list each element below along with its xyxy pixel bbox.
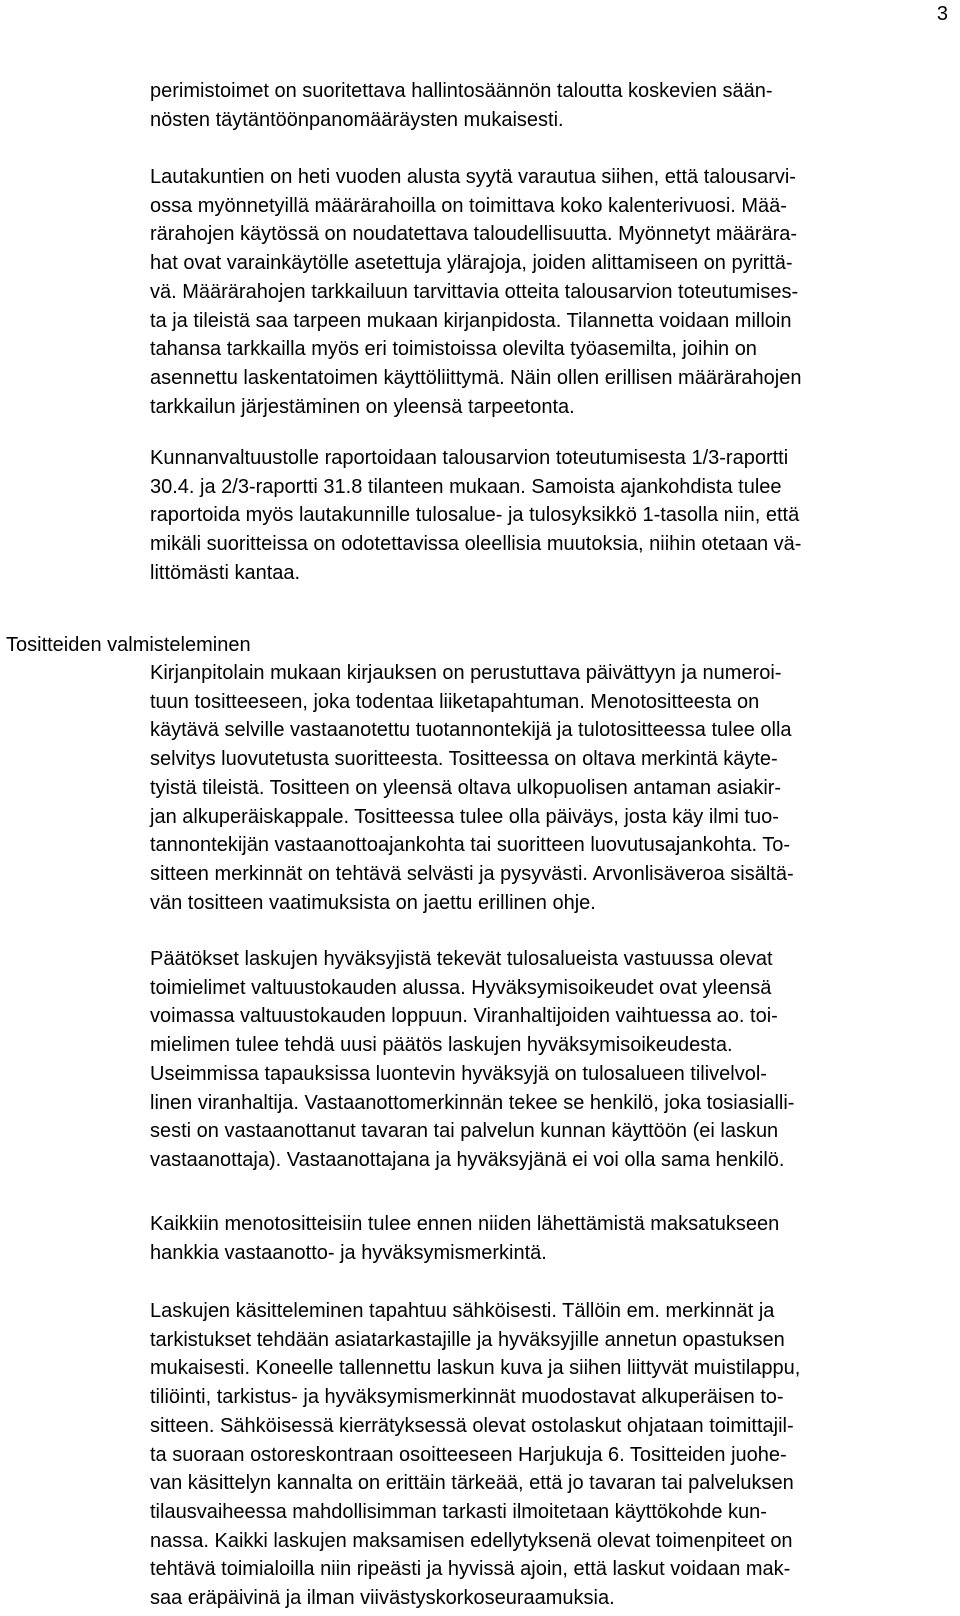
text-line: 30.4. ja 2/3-raportti 31.8 tilanteen mukaan. Samoista ajankohdista tulee <box>150 475 782 498</box>
text-line: sesti on vastaanottanut tavaran tai palvelun kunnan käyttöön (ei laskun <box>150 1120 779 1143</box>
text-line: saa eräpäivinä ja ilman viivästyskorkoseuraamuksia. <box>150 1587 615 1610</box>
text-line: tarkkailun järjestäminen on yleensä tarpeetonta. <box>150 395 575 418</box>
page-number: 3 <box>936 3 948 25</box>
text-line: jan alkuperäiskappale. Tositteessa tulee olla päiväys, josta käy ilmi tuo- <box>150 805 779 828</box>
text-line: tahansa tarkkailla myös eri toimistoissa olevilta työasemilta, joihin on <box>150 338 757 361</box>
text-line: tarkistukset tehdään asiatarkastajille ja hyväksyjille annetun opastuksen <box>150 1328 785 1351</box>
text-line: tyistä tileistä. Tositteen on yleensä oltava ulkopuolisen antaman asiakir- <box>150 776 782 799</box>
text-line: linen viranhaltija. Vastaanottomerkinnän tekee se henkilö, joka tosiasialli- <box>150 1091 795 1114</box>
text-line: nösten täytäntöönpanomääräysten mukaisesti. <box>150 108 564 131</box>
text-line: toimielimet valtuustokauden alussa. Hyväksymisoikeudet ovat yleensä <box>150 976 772 999</box>
text-line: Useimmissa tapauksissa luontevin hyväksyjä on tulosalueen tilivelvol- <box>150 1062 767 1085</box>
text-line: Kunnanvaltuustolle raportoidaan talousarvion toteutumisesta 1/3-raportti <box>150 447 789 469</box>
text-line: vä. Määrärahojen tarkkailuun tarvittavia otteita talousarvion toteutumises- <box>150 280 799 303</box>
text-line: rärahojen käytössä on noudatettava taloudellisuutta. Myönnetyt määrära- <box>150 223 798 246</box>
text-line: voimassa valtuustokauden loppuun. Viranhaltijoiden vaihtuessa ao. toi- <box>150 1005 778 1028</box>
text-line: Lautakuntien on heti vuoden alusta syytä varautua siihen, että talousarvi- <box>150 166 796 188</box>
text-line: van käsittelyn kannalta on erittäin tärkeää, että jo tavaran tai palveluksen <box>150 1472 794 1495</box>
text-line: littömästi kantaa. <box>150 561 301 584</box>
paragraph-kirjanpitolaki <box>150 659 938 917</box>
text-line: vastaanottaja). Vastaanottajana ja hyväksyjänä ei voi olla sama henkilö. <box>150 1148 785 1171</box>
text-line: tehtävä toimialoilla niin ripeästi ja hyvissä ajoin, että laskut voidaan mak- <box>150 1558 791 1581</box>
text-line: hankkia vastaanotto- ja hyväksymismerkintä. <box>150 1241 547 1264</box>
paragraph-raportointi <box>150 444 938 588</box>
text-line: ta ja tileistä saa tarpeen mukaan kirjanpidosta. Tilannetta voidaan milloin <box>150 309 792 332</box>
text-line: Kirjanpitolain mukaan kirjauksen on perustuttava päivättyyn ja numeroi- <box>150 662 782 684</box>
paragraph-hallintosaanto <box>150 77 938 134</box>
text-line: vän tositteen vaatimuksista on jaettu erillinen ohje. <box>150 891 596 914</box>
text-line: tannontekijän vastaanottoajankohta tai suoritteen luovutusajankohta. To- <box>150 834 791 857</box>
text-line: nassa. Kaikki laskujen maksamisen edellytyksenä olevat toimenpiteet on <box>150 1529 793 1552</box>
paragraph-sahkoinen-kasittely <box>150 1297 938 1613</box>
paragraph-menotositteet <box>150 1210 938 1267</box>
text-line: sitteen. Sähköisessä kierrätyksessä olevat ostolaskut ohjataan toimittajil- <box>150 1414 794 1437</box>
text-line: sitteen merkinnät on tehtävä selvästi ja pysyvästi. Arvonlisäveroa sisältä- <box>150 862 794 885</box>
text-line: tiliöinti, tarkistus- ja hyväksymismerkinnät muodostavat alkuperäisen to- <box>150 1386 784 1409</box>
text-line: hat ovat varainkäytölle asetettuja ylärajoja, joiden alittamiseen on pyrittä- <box>150 252 793 275</box>
section-heading: Tositteiden valmisteleminen <box>6 634 251 656</box>
paragraph-hyvaksyjat <box>150 945 938 1175</box>
text-line: ta suoraan ostoreskontraan osoitteeseen Harjukuja 6. Tositteiden juohe- <box>150 1443 787 1466</box>
text-line: Kaikkiin menotositteisiin tulee ennen niiden lähettämistä maksatukseen <box>150 1213 780 1235</box>
text-line: mukaisesti. Koneelle tallennettu laskun kuva ja siihen liittyvät muistilappu, <box>150 1357 801 1380</box>
paragraph-maararahat <box>150 163 938 421</box>
text-line: mikäli suoritteissa on odotettavissa oleellisia muutoksia, niihin otetaan vä- <box>150 533 802 556</box>
text-line: tilausvaiheessa mahdollisimman tarkasti ilmoitetaan käyttökohde kun- <box>150 1500 767 1523</box>
text-line: tuun tositteeseen, joka todentaa liiketapahtuman. Menotositteesta on <box>150 690 760 713</box>
text-line: käytävä selville vastaanotettu tuotannontekijä ja tulotositteessa tulee olla <box>150 719 792 742</box>
text-line: Päätökset laskujen hyväksyjistä tekevät tulosalueista vastuussa olevat <box>150 948 773 970</box>
text-line: ossa myönnetyillä määrärahoilla on toimittava koko kalenterivuosi. Mää- <box>150 194 787 217</box>
text-line: raportoida myös lautakunnille tulosalue- ja tulosyksikkö 1-tasolla niin, että <box>150 504 800 527</box>
text-line: mielimen tulee tehdä uusi päätös laskujen hyväksymisoikeudesta. <box>150 1034 733 1057</box>
text-line: asennettu laskentatoimen käyttöliittymä. Näin ollen erillisen määrärahojen <box>150 366 802 389</box>
text-line: perimistoimet on suoritettava hallintosäännön taloutta koskevien sään- <box>150 80 773 102</box>
text-line: selvitys luovutetusta suoritteesta. Tositteessa on oltava merkintä käyte- <box>150 748 778 771</box>
text-line: Laskujen käsitteleminen tapahtuu sähköisesti. Tällöin em. merkinnät ja <box>150 1300 775 1322</box>
